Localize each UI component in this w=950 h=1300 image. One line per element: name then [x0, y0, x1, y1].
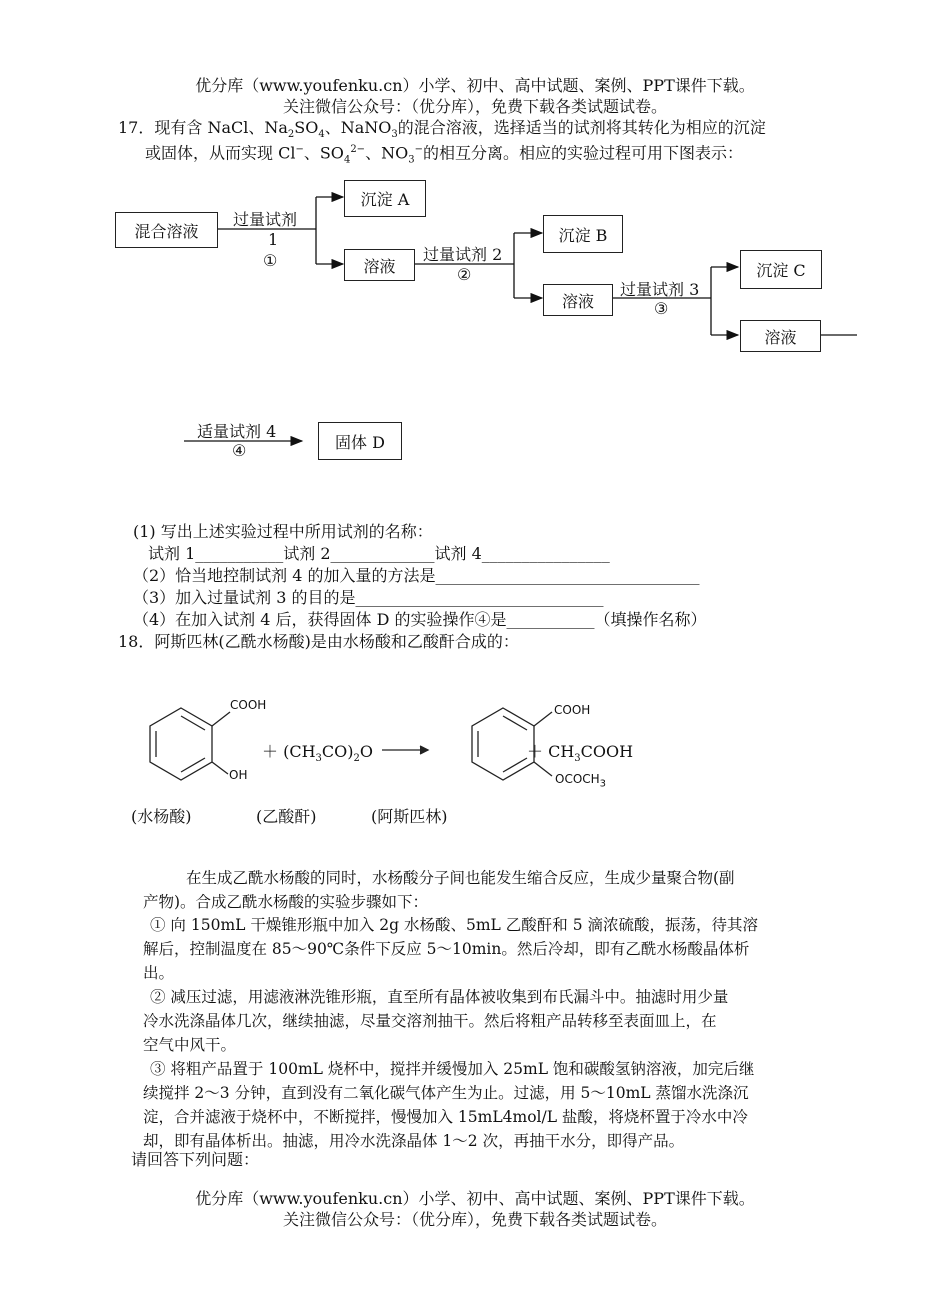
label-salicylic-acid: (水杨酸): [131, 807, 192, 826]
acetic-acid-byproduct: ＋ $CH_3COOH$: [527, 742, 634, 765]
label-step1-num: 1: [268, 230, 279, 249]
salicylic-oh: OH: [229, 768, 248, 782]
header-line-2: 关注微信公众号：（优分库），免费下载各类试题试卷。: [282, 97, 667, 116]
label-step3-reagent: 过量试剂 3: [620, 280, 700, 299]
q17-question-1: (1) 写出上述实验过程中所用试剂的名称：: [133, 522, 433, 541]
q17-intro-line-1: 17．现有含 NaCl、$Na_2SO_4$、NaNO$_3$的混合溶液，选择适当的试剂将其转化为相应的沉淀: [118, 118, 766, 141]
salicylic-cooh: COOH: [230, 698, 267, 712]
label-acetic-anhydride: (乙酸酐): [256, 807, 317, 826]
label-step4-reagent: 适量试剂 4: [197, 422, 277, 441]
q18-ask: 请回答下列问题：: [131, 1150, 260, 1169]
aspirin-ester: $OCOCH_3$: [555, 772, 607, 790]
aspirin-cooh: COOH: [554, 703, 591, 717]
acetic-anhydride-formula: ＋ $(CH_3CO)_2O$: [262, 742, 374, 765]
q17-question-3: （3）加入过量试剂 3 的目的是_______________________________: [133, 588, 604, 607]
box-solution-3: 溶液: [740, 320, 821, 352]
q18-step2-line1: ② 减压过滤，用滤液淋洗锥形瓶，直至所有晶体被收集到布氏漏斗中。抽滤时用少量: [150, 988, 729, 1006]
q18-para1-line1: 在生成乙酰水杨酸的同时，水杨酸分子间也能发生缩合反应，生成少量聚合物(副: [186, 869, 735, 887]
q18-step3-line1: ③ 将粗产品置于 100mL 烧杯中，搅拌并缓慢加入 25mL 饱和碳酸氢钠溶液，加完后继: [150, 1060, 755, 1078]
q17-question-2: （2）恰当地控制试剂 4 的加入量的方法是_________________________________: [133, 566, 700, 585]
q18-step3-line4: 却，即有晶体析出。抽滤，用冷水洗涤晶体 1～2 次，再抽干水分，即得产品。: [143, 1132, 685, 1150]
box-precipitate-a: 沉淀 A: [344, 180, 426, 217]
label-step4-circle: ④: [232, 441, 247, 460]
footer-line-1: 优分库（www.youfenku.cn）小学、初中、高中试题、案例、PPT课件下载。: [195, 1189, 755, 1208]
box-solution-2: 溶液: [543, 284, 613, 316]
header-line-1: 优分库（www.youfenku.cn）小学、初中、高中试题、案例、PPT课件下载。: [195, 76, 755, 95]
box-solid-d: 固体 D: [318, 422, 402, 460]
q17-question-4: （4）在加入试剂 4 后，获得固体 D 的实验操作④是___________（填操作名称）: [133, 610, 707, 629]
box-solution-1: 溶液: [344, 249, 415, 281]
reaction-structures: [0, 680, 950, 800]
q18-intro: 18．阿斯匹林(乙酰水杨酸)是由水杨酸和乙酸酐合成的：: [118, 632, 519, 651]
q18-step1-line1: ① 向 150mL 干燥锥形瓶中加入 2g 水杨酸、5mL 乙酸酐和 5 滴浓硫酸，振荡，待其溶: [150, 916, 758, 934]
q18-step2-line2: 冷水洗涤晶体几次，继续抽滤，尽量交溶剂抽干。然后将粗产品转移至表面皿上，在: [143, 1012, 717, 1030]
footer-line-2: 关注微信公众号：（优分库），免费下载各类试题试卷。: [282, 1210, 667, 1229]
label-aspirin: (阿斯匹林): [371, 807, 448, 826]
label-step3-circle: ③: [654, 299, 669, 318]
label-step1-circle: ①: [263, 251, 278, 270]
q18-step3-line3: 淀，合并滤液于烧杯中，不断搅拌，慢慢加入 15mL4mol/L 盐酸，将烧杯置于冷水中冷: [143, 1108, 748, 1126]
box-mixed-solution: 混合溶液: [115, 212, 218, 248]
box-precipitate-c: 沉淀 C: [740, 250, 822, 289]
q18-step1-line2: 解后，控制温度在 85～90℃条件下反应 5～10min。然后冷却，即有乙酰水杨酸晶体析: [143, 940, 750, 958]
q17-intro-line-2: 或固体，从而实现 Cl−、$SO_4^{2-}$、$NO_3^-$的相互分离。相应的实验过程可用下图表示：: [145, 143, 743, 166]
label-step2-circle: ②: [457, 265, 472, 284]
q18-para1-line2: 产物)。合成乙酰水杨酸的实验步骤如下：: [143, 893, 429, 911]
q18-step2-line3: 空气中风干。: [143, 1036, 237, 1054]
q18-step1-line3: 出。: [143, 964, 175, 982]
box-precipitate-b: 沉淀 B: [543, 215, 623, 253]
label-step1-reagent: 过量试剂: [233, 210, 298, 229]
label-step2-reagent: 过量试剂 2: [423, 245, 503, 264]
q17-question-1-blanks: 试剂 1___________试剂 2_____________试剂 4________________: [148, 544, 610, 563]
q18-step3-line2: 续搅拌 2～3 分钟，直到没有二氧化碳气体产生为止。过滤，用 5～10mL 蒸馏水洗涤沉: [143, 1084, 749, 1102]
